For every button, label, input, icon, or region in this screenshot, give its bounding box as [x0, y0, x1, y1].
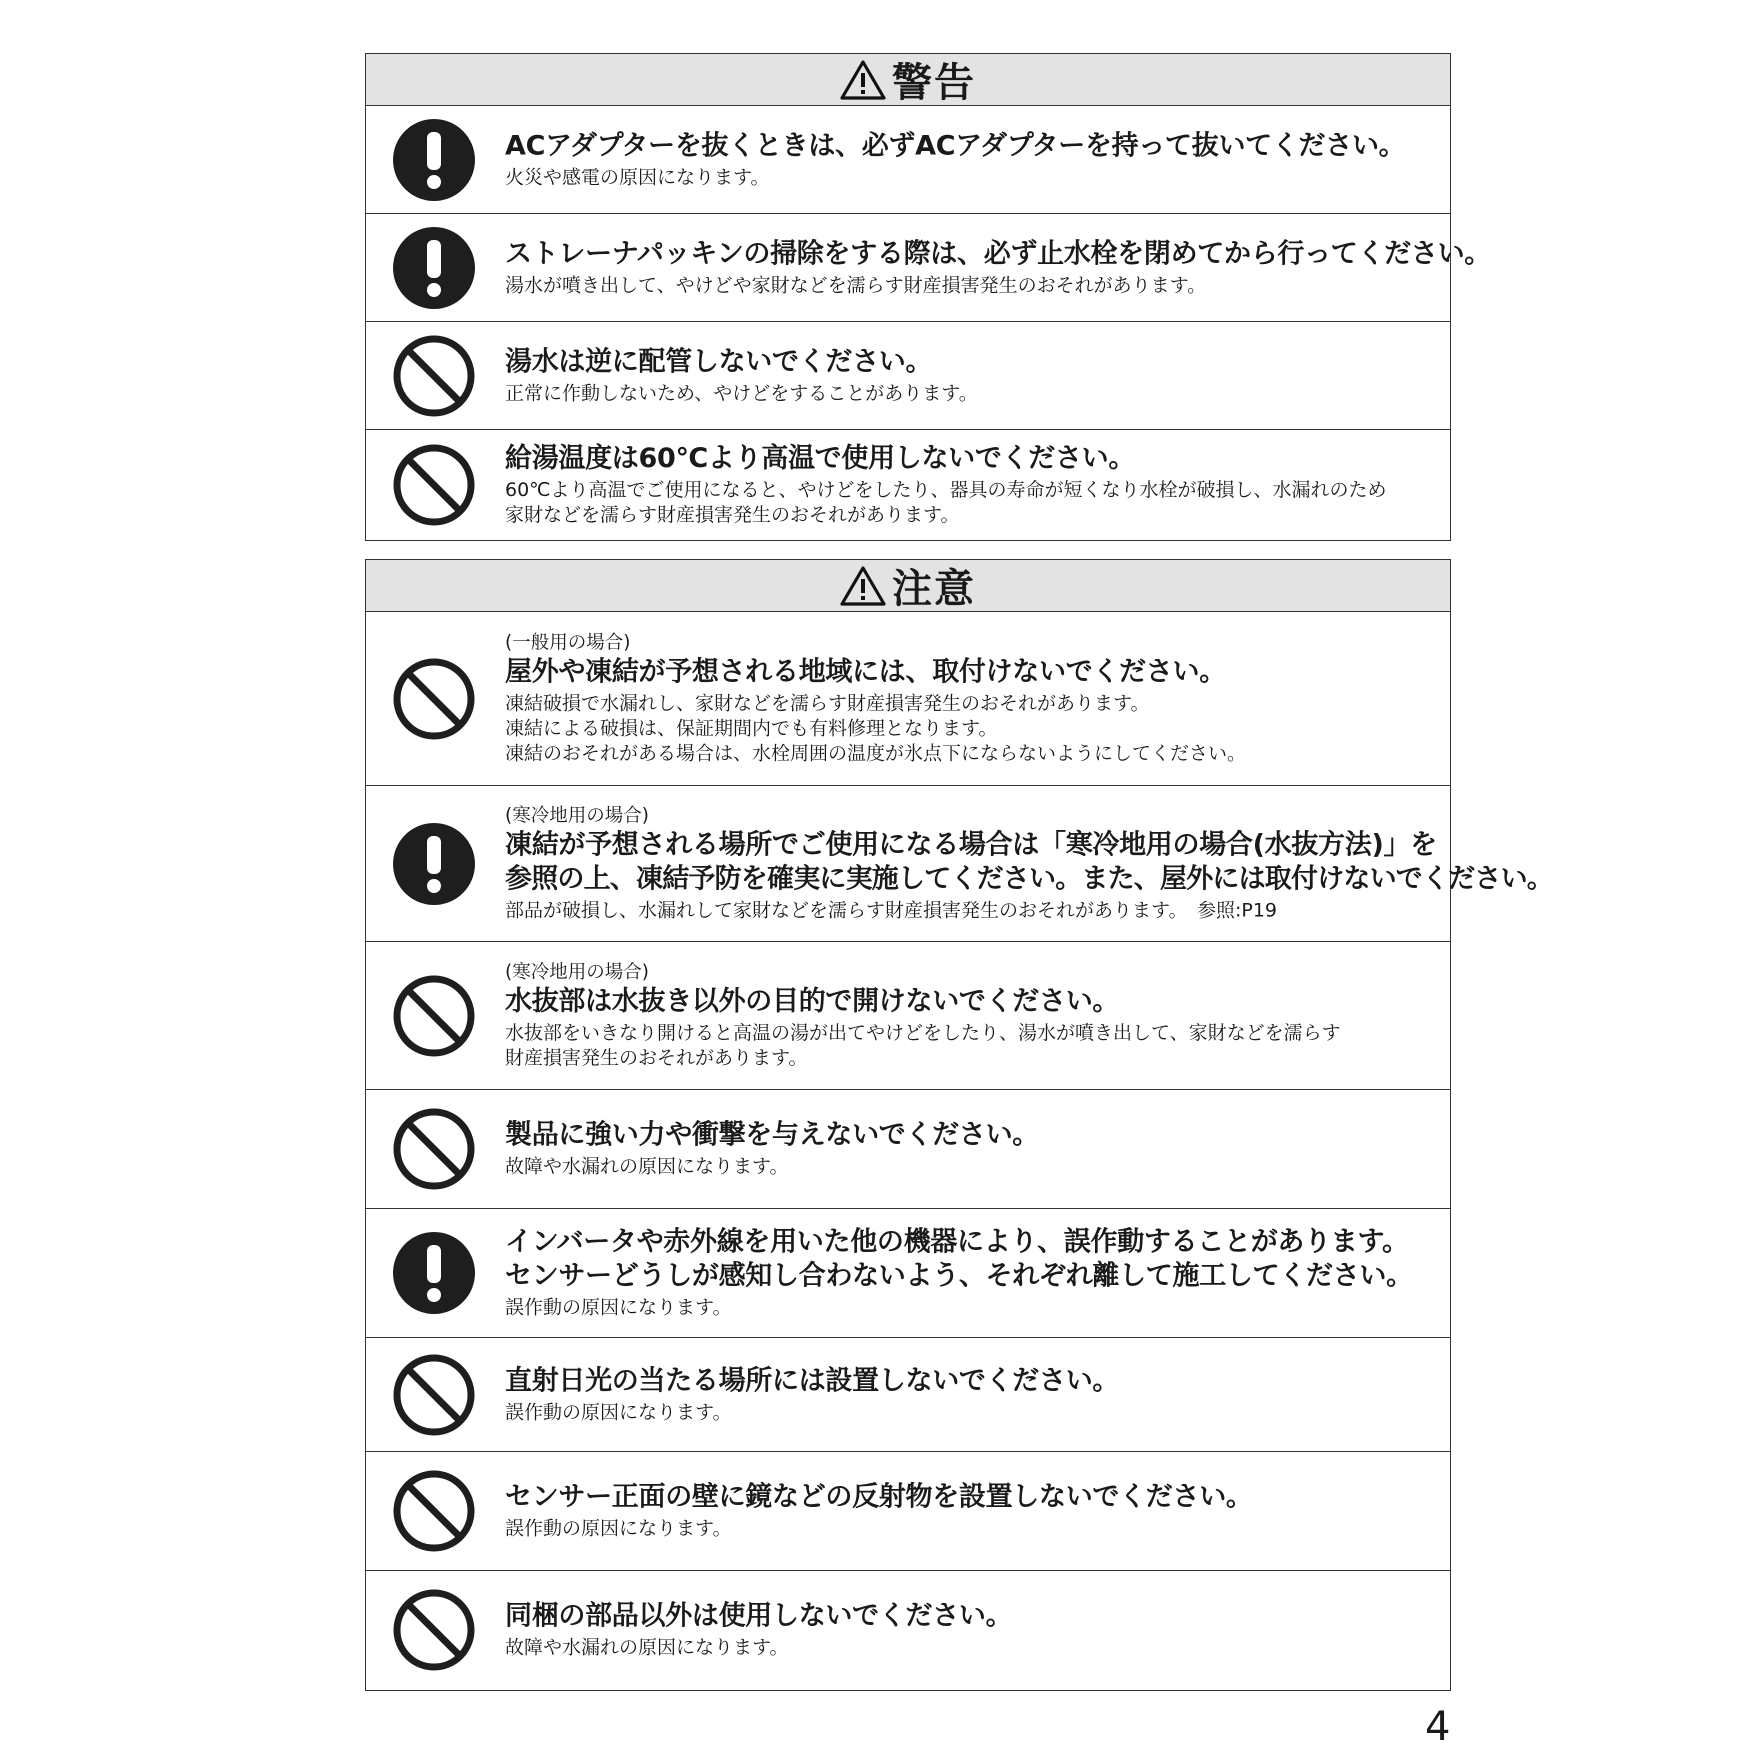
item-main-text: 凍結が予想される場所でご使用になる場合は「寒冷地用の場合(水抜方法)」を	[505, 829, 1437, 860]
item-main-text: インバータや赤外線を用いた他の機器により、誤作動することがあります。	[505, 1226, 1409, 1258]
warning-item	[366, 106, 1450, 214]
warning-item	[366, 430, 1450, 539]
item-sub-text: 誤作動の原因になります。	[505, 1296, 732, 1319]
prohibition-icon	[392, 1107, 476, 1191]
prohibition-icon	[392, 1353, 476, 1437]
item-sub-text: 誤作動の原因になります。	[505, 1401, 732, 1423]
caution-item	[366, 786, 1553, 942]
caution-item	[366, 1209, 1450, 1338]
prohibition-icon	[392, 334, 476, 418]
item-sub-text: 凍結による破損は、保証期間内でも有料修理となります。	[505, 717, 998, 739]
caution-item	[366, 612, 1450, 786]
item-main-text: 屋外や凍結が予想される地域には、取付けないでください。	[505, 656, 1226, 687]
item-main-text: センサー正面の壁に鏡などの反射物を設置しないでください。	[505, 1481, 1253, 1513]
warning-panel	[365, 53, 1492, 541]
item-sub-text: 湯水が噴き出して、やけどや家財などを濡らす財産損害発生のおそれがあります。	[505, 274, 1207, 296]
caution-item	[366, 1452, 1450, 1571]
item-sub-text: 家財などを濡らす財産損害発生のおそれがあります。	[505, 503, 960, 526]
item-sub-text: 誤作動の原因になります。	[505, 1517, 732, 1540]
item-main-text: 直射日光の当たる場所には設置しないでください。	[505, 1365, 1120, 1396]
mandatory-exclamation-icon	[392, 226, 476, 310]
caution-triangle-icon	[840, 565, 886, 607]
caution-title: 注意	[892, 566, 976, 612]
item-main-text: ストレーナパッキンの掃除をする際は、必ず止水栓を閉めてから行ってください。	[505, 238, 1492, 269]
item-note: (寒冷地用の場合)	[505, 961, 649, 983]
warning-item	[366, 214, 1492, 322]
item-sub-text: 財産損害発生のおそれがあります。	[505, 1046, 808, 1069]
item-main-text: センサーどうしが感知し合わないよう、それぞれ離して施工してください。	[505, 1260, 1413, 1292]
caution-item	[366, 1338, 1450, 1452]
item-main-text: ACアダプターを抜くときは、必ずACアダプターを持って抜いてください。	[505, 130, 1406, 161]
item-note: (寒冷地用の場合)	[505, 805, 649, 826]
warning-header	[366, 54, 1450, 106]
item-sub-text: 故障や水漏れの原因になります。	[505, 1636, 789, 1659]
prohibition-icon	[392, 974, 476, 1058]
warning-item	[366, 322, 1450, 430]
prohibition-icon	[392, 657, 476, 741]
prohibition-icon	[392, 1469, 476, 1553]
caution-panel	[365, 559, 1553, 1691]
warning-title: 警告	[892, 60, 976, 106]
item-sub-text: 正常に作動しないため、やけどをすることがあります。	[505, 382, 978, 404]
item-note: (一般用の場合)	[505, 632, 631, 653]
item-main-text: 湯水は逆に配管しないでください。	[505, 346, 933, 377]
item-sub-text: 故障や水漏れの原因になります。	[505, 1155, 789, 1178]
prohibition-icon	[392, 443, 476, 527]
item-sub-text: 凍結のおそれがある場合は、水栓周囲の温度が氷点下にならないようにしてください。	[505, 742, 1247, 764]
item-main-text: 参照の上、凍結予防を確実に実施してください。また、屋外には取付けないでください。	[505, 863, 1553, 894]
prohibition-icon	[392, 1588, 476, 1672]
mandatory-exclamation-icon	[392, 1231, 476, 1315]
caution-item	[366, 1571, 1450, 1689]
item-sub-text: 60℃より高温でご使用になると、やけどをしたり、器具の寿命が短くなり水栓が破損し、水漏れのため	[505, 478, 1387, 501]
item-sub-text: 水抜部をいきなり開けると高温の湯が出てやけどをしたり、湯水が噴き出して、家財などを濡らす	[505, 1021, 1341, 1044]
mandatory-exclamation-icon	[392, 118, 476, 202]
item-sub-text: 火災や感電の原因になります。	[505, 166, 770, 188]
item-main-text: 同梱の部品以外は使用しないでください。	[505, 1600, 1013, 1632]
page-number: 4	[1425, 1704, 1451, 1750]
caution-triangle-icon	[840, 59, 886, 101]
item-main-text: 給湯温度は60℃より高温で使用しないでください。	[505, 442, 1136, 474]
item-sub-text: 部品が破損し、水漏れして家財などを濡らす財産損害発生のおそれがあります。 参照:P19	[505, 899, 1278, 921]
item-main-text: 製品に強い力や衝撃を与えないでください。	[505, 1119, 1039, 1151]
caution-item	[366, 942, 1450, 1090]
caution-item	[366, 1090, 1450, 1209]
item-main-text: 水抜部は水抜き以外の目的で開けないでください。	[505, 985, 1120, 1017]
mandatory-exclamation-icon	[392, 822, 476, 906]
item-sub-text: 凍結破損で水漏れし、家財などを濡らす財産損害発生のおそれがあります。	[505, 692, 1150, 714]
caution-header	[366, 560, 1450, 612]
